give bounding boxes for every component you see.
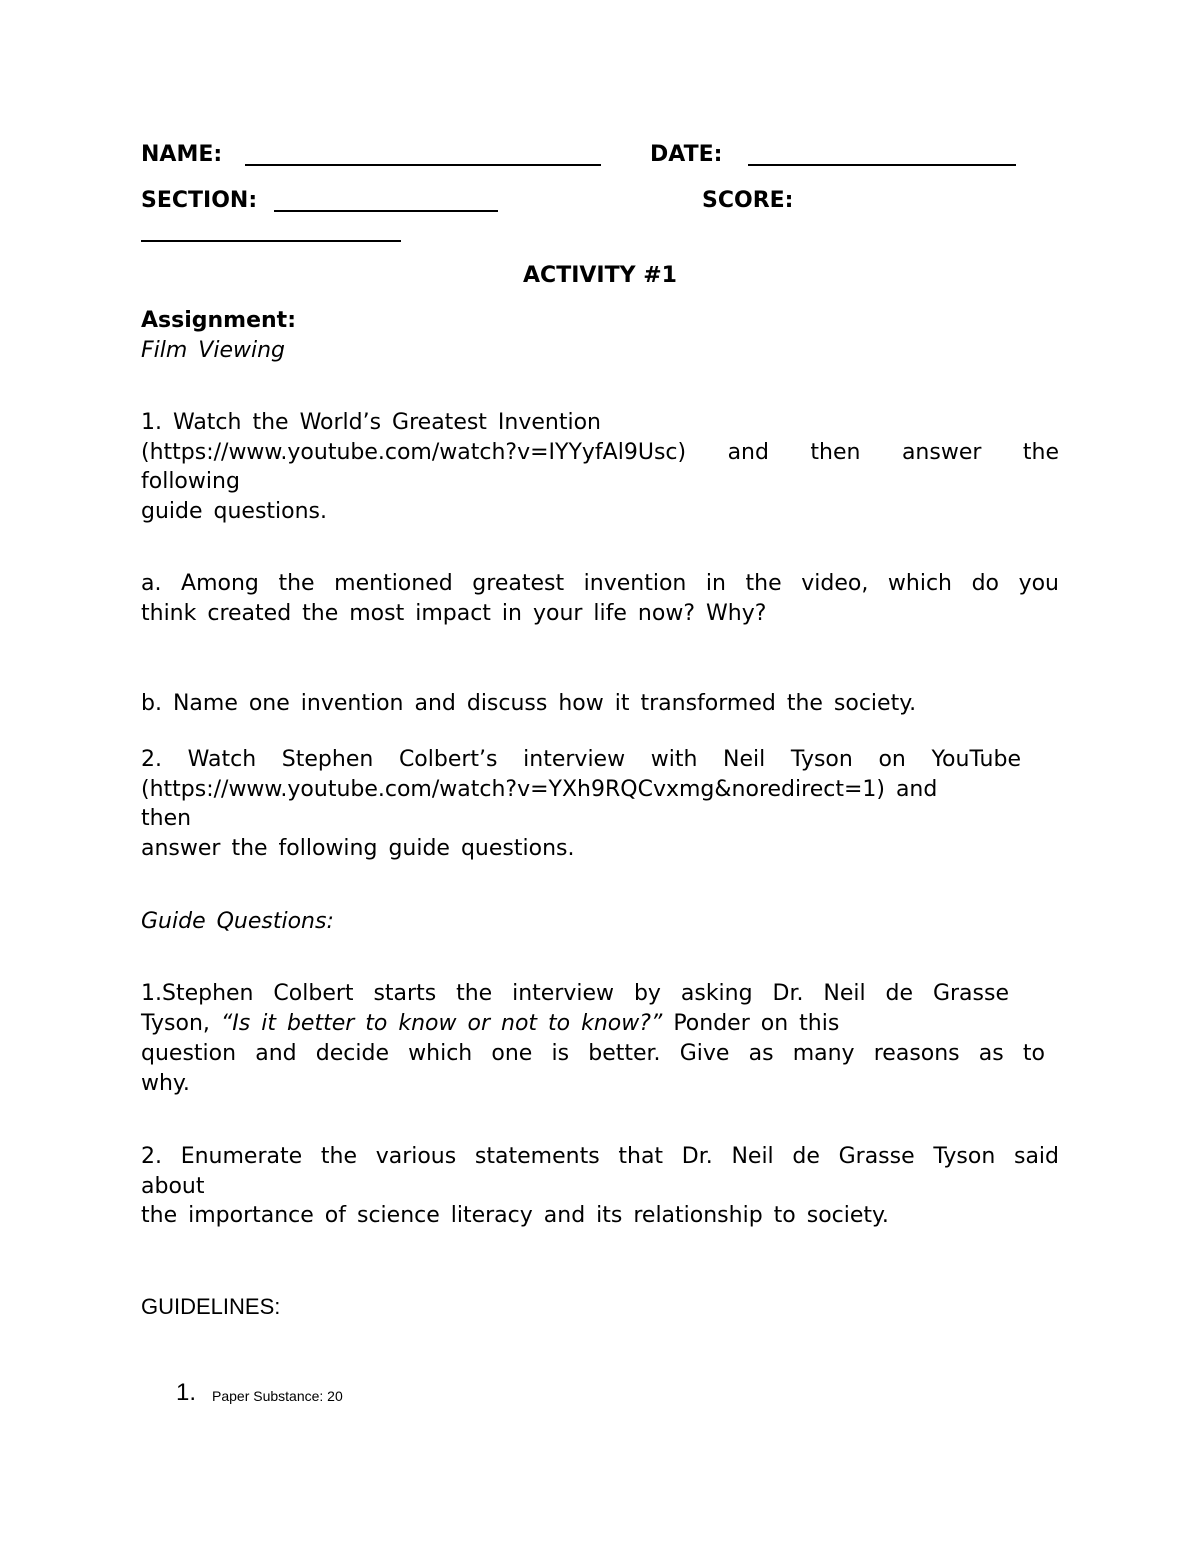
score-blank bbox=[141, 240, 401, 242]
assignment-subtitle: Film Viewing bbox=[141, 338, 286, 363]
item2-line2: (https://www.youtube.com/watch?v=YXh9RQCvxmg&noredirect=1) and bbox=[141, 777, 938, 802]
item2-line4: answer the following guide questions. bbox=[141, 836, 575, 861]
activity-title: ACTIVITY #1 bbox=[523, 263, 677, 288]
item2-line3: then bbox=[141, 806, 192, 831]
guide-q1-line3: question and decide which one is better. Give as many reasons as to bbox=[141, 1041, 1045, 1066]
item1-url: (https://www.youtube.com/watch?v=IYYyfAl9Usc) bbox=[141, 440, 687, 465]
assignment-label: Assignment: bbox=[141, 308, 296, 333]
guide-q1-line2 bbox=[141, 1009, 839, 1039]
guide-questions-label: Guide Questions: bbox=[141, 909, 334, 934]
item1-line2 bbox=[141, 438, 1059, 468]
item1-line3: following bbox=[141, 469, 240, 494]
name-label: NAME: bbox=[141, 142, 223, 167]
section-label: SECTION: bbox=[141, 188, 258, 213]
guide-q1-quote: “Is it better to know or not to know?” bbox=[220, 1011, 663, 1036]
guide-q2-line2: about bbox=[141, 1174, 205, 1199]
item1-word-then: then bbox=[810, 440, 861, 465]
score-label: SCORE: bbox=[702, 188, 794, 213]
question-b-line1: b. Name one invention and discuss how it transformed the society. bbox=[141, 691, 917, 716]
guide-q1-line1: 1.Stephen Colbert starts the interview by asking Dr. Neil de Grasse bbox=[141, 981, 1009, 1006]
question-a-line2: think created the most impact in your life now? Why? bbox=[141, 601, 767, 626]
item1-word-and: and bbox=[727, 440, 769, 465]
guide-q1-line4: why. bbox=[141, 1071, 190, 1096]
section-blank bbox=[274, 210, 498, 212]
guide-q1-tyson: Tyson, bbox=[141, 1011, 210, 1036]
item1-word-the: the bbox=[1022, 440, 1059, 465]
guidelines-item-text: Paper Substance: 20 bbox=[212, 1388, 343, 1404]
name-blank bbox=[245, 164, 601, 166]
item1-line4: guide questions. bbox=[141, 499, 328, 524]
question-a-line1: a. Among the mentioned greatest invention in the video, which do you bbox=[141, 571, 1059, 596]
item1-word-answer: answer bbox=[901, 440, 982, 465]
item2-line1: 2. Watch Stephen Colbert’s interview with Neil Tyson on YouTube bbox=[141, 747, 1021, 772]
date-label: DATE: bbox=[650, 142, 723, 167]
guidelines-item-number: 1. bbox=[176, 1379, 197, 1406]
guide-q1-ponder: Ponder on this bbox=[673, 1011, 840, 1036]
guide-q2-line1: 2. Enumerate the various statements that Dr. Neil de Grasse Tyson said bbox=[141, 1144, 1059, 1169]
item1-line1: 1. Watch the World’s Greatest Invention bbox=[141, 410, 601, 435]
guide-q2-line3: the importance of science literacy and its relationship to society. bbox=[141, 1203, 889, 1228]
date-blank bbox=[748, 164, 1016, 166]
guidelines-label: GUIDELINES: bbox=[141, 1294, 281, 1319]
